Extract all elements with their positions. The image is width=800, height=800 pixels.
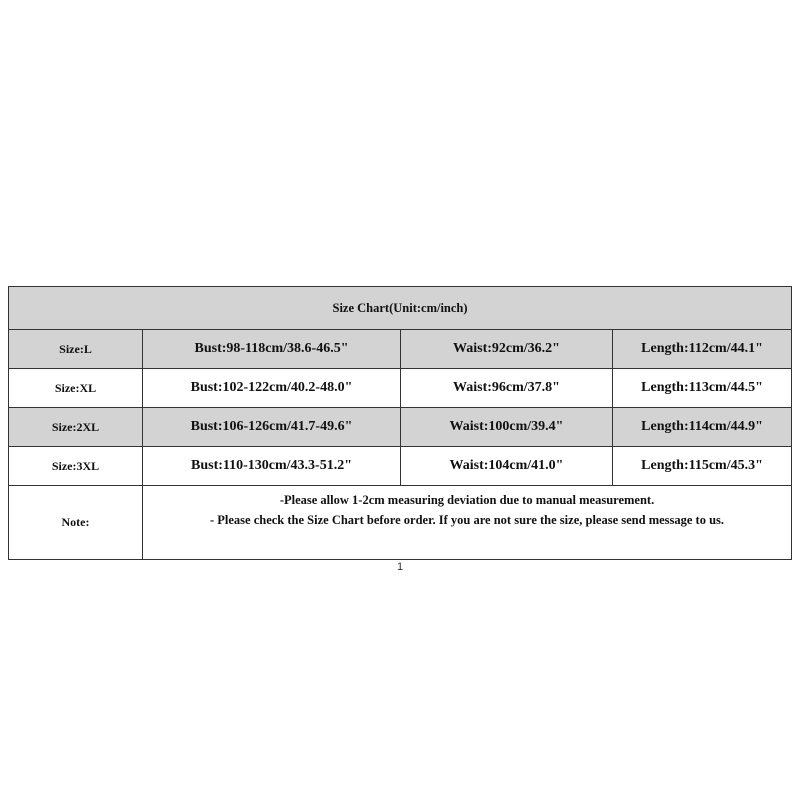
size-cell: Size:L — [9, 330, 143, 369]
note-row — [9, 486, 792, 560]
bust-cell: Bust:98-118cm/38.6-46.5" — [143, 330, 401, 369]
bust-cell: Bust:110-130cm/43.3-51.2" — [143, 447, 401, 486]
bust-cell: Bust:102-122cm/40.2-48.0" — [143, 369, 401, 408]
table-row — [9, 369, 792, 408]
size-chart-table — [8, 286, 792, 560]
table-row — [9, 447, 792, 486]
length-cell: Length:115cm/45.3" — [613, 447, 792, 486]
note-label: Note: — [9, 486, 143, 560]
size-cell: Size:2XL — [9, 408, 143, 447]
length-cell: Length:112cm/44.1" — [613, 330, 792, 369]
length-cell: Length:114cm/44.9" — [613, 408, 792, 447]
size-cell: Size:3XL — [9, 447, 143, 486]
waist-cell: Waist:100cm/39.4" — [401, 408, 613, 447]
note-line: -Please allow 1-2cm measuring deviation due to manual measurement. — [279, 493, 655, 507]
waist-cell: Waist:96cm/37.8" — [401, 369, 613, 408]
table-row — [9, 330, 792, 369]
size-cell: Size:XL — [9, 369, 143, 408]
table-row — [9, 408, 792, 447]
page-number: 1 — [396, 561, 404, 573]
bust-cell: Bust:106-126cm/41.7-49.6" — [143, 408, 401, 447]
table-title: Size Chart(Unit:cm/inch) — [9, 287, 792, 330]
note-text — [143, 486, 792, 560]
waist-cell: Waist:104cm/41.0" — [401, 447, 613, 486]
waist-cell: Waist:92cm/36.2" — [401, 330, 613, 369]
table-title-row — [9, 287, 792, 330]
length-cell: Length:113cm/44.5" — [613, 369, 792, 408]
note-line: - Please check the Size Chart before order. If you are not sure the size, please send message to us. — [209, 513, 725, 527]
